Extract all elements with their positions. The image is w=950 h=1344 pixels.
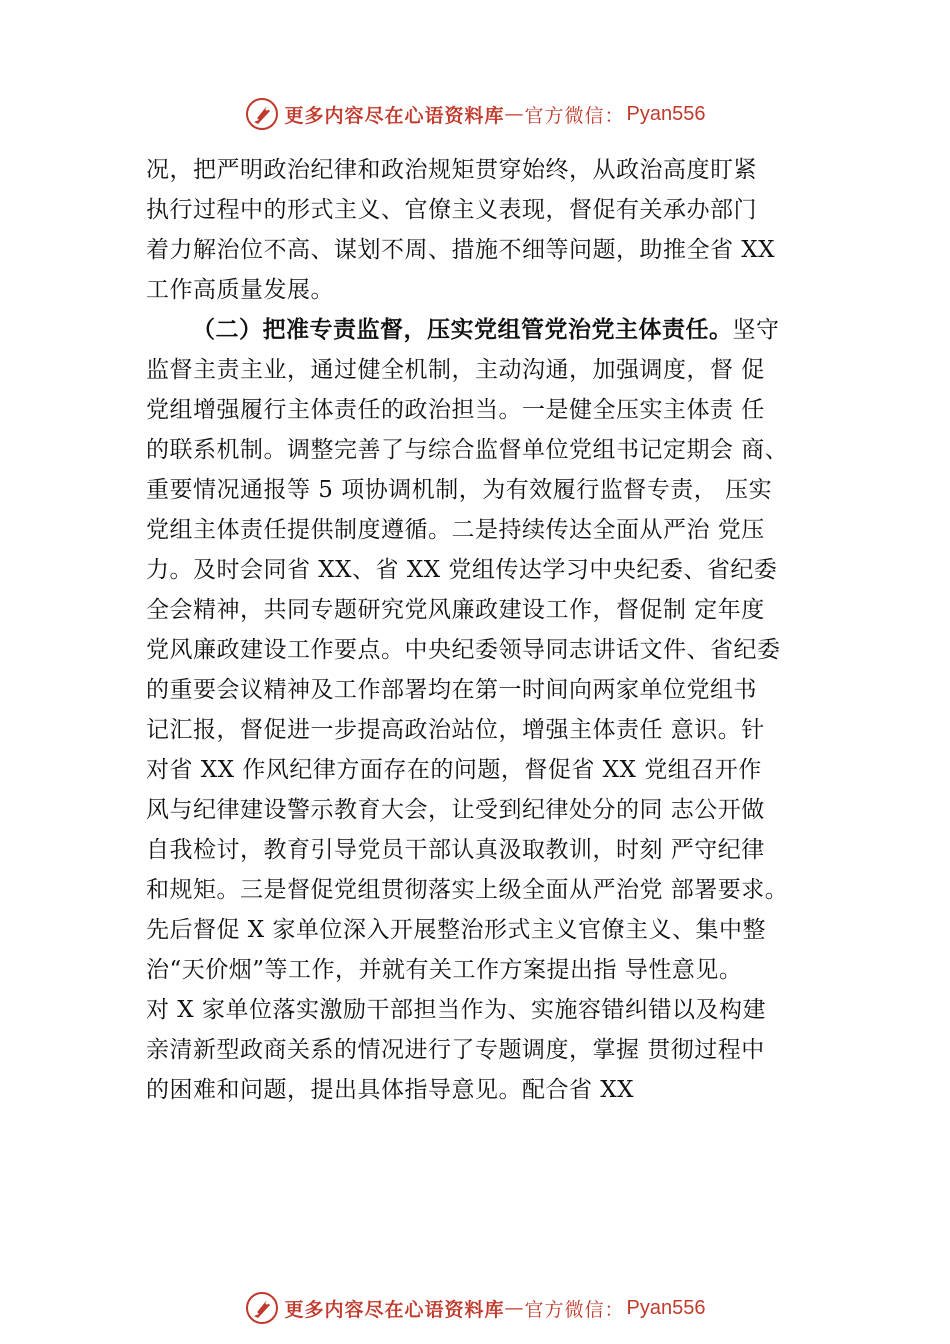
footer-banner bbox=[0, 1288, 950, 1328]
text-line bbox=[146, 350, 836, 390]
line-text: 力。及时会同省 XX、省 XX 党组传达学习中央纪委、省纪委 bbox=[146, 557, 778, 583]
line-text: 对省 XX 作风纪律方面存在的问题，督促省 XX 党组召开作 bbox=[146, 757, 762, 783]
line-text: 党组主体责任提供制度遵循。二是持续传达全面从严治 党压 bbox=[146, 517, 765, 543]
line-text: 执行过程中的形式主义、官僚主义表现，督促有关承办部门 bbox=[146, 197, 757, 223]
document-body bbox=[146, 150, 836, 1110]
text-line bbox=[146, 390, 836, 430]
line-text: 工作高质量发展。 bbox=[146, 277, 334, 303]
header-banner bbox=[0, 94, 950, 134]
text-line bbox=[146, 430, 836, 470]
banner-wechat-id: Pyan556 bbox=[626, 1296, 706, 1319]
text-line bbox=[146, 790, 836, 830]
text-line bbox=[146, 670, 836, 710]
text-line bbox=[146, 190, 836, 230]
text-line bbox=[146, 470, 836, 510]
banner-wechat-label: 官方微信： bbox=[524, 104, 625, 127]
line-text: 治“天价烟”等工作，并就有关工作方案提出指 导性意见。 bbox=[146, 957, 743, 983]
line-text: 况，把严明政治纪律和政治规矩贯穿始终，从政治高度盯紧 bbox=[146, 157, 757, 183]
text-line bbox=[146, 630, 836, 670]
pen-nib-logo-icon bbox=[245, 1291, 279, 1325]
pen-nib-logo-icon bbox=[245, 97, 279, 131]
line-text: 全会精神，共同专题研究党风廉政建设工作，督促制 定年度 bbox=[146, 597, 765, 623]
line-text: 的重要会议精神及工作部署均在第一时间向两家单位党组书 bbox=[146, 677, 757, 703]
text-line bbox=[146, 150, 836, 190]
text-line bbox=[146, 510, 836, 550]
text-line bbox=[146, 310, 836, 350]
text-line bbox=[146, 830, 836, 870]
text-line bbox=[146, 590, 836, 630]
line-text: 对 X 家单位落实激励干部担当作为、实施容错纠错以及构建 bbox=[146, 997, 766, 1023]
line-text: 风与纪律建设警示教育大会，让受到纪律处分的同 志公开做 bbox=[146, 797, 765, 823]
line-text: 亲清新型政商关系的情况进行了专题调度，掌握 贯彻过程中 bbox=[146, 1037, 765, 1063]
text-line bbox=[146, 870, 836, 910]
line-text: 重要情况通报等 5 项协调机制，为有效履行监督专责， 压实 bbox=[146, 477, 773, 503]
text-line bbox=[146, 270, 836, 310]
text-line bbox=[146, 750, 836, 790]
line-text: 坚守 bbox=[732, 317, 780, 343]
text-line bbox=[146, 1030, 836, 1070]
banner-site-name: 更多内容尽在心语资料库 bbox=[284, 104, 505, 127]
line-text: 的困难和问题，提出具体指导意见。配合省 XX bbox=[146, 1077, 635, 1103]
section-heading: （二）把准专责监督，压实党组管党治党主体责任。 bbox=[192, 316, 733, 343]
line-text: 党组增强履行主体责任的政治担当。一是健全压实主体责 任 bbox=[146, 397, 765, 423]
text-line bbox=[146, 910, 836, 950]
banner-dash: — bbox=[504, 103, 525, 125]
line-text: 的联系机制。调整完善了与综合监督单位党组书记定期会 商、 bbox=[146, 437, 789, 463]
text-line bbox=[146, 990, 836, 1030]
line-text: 党风廉政建设工作要点。中央纪委领导同志讲话文件、省纪委 bbox=[146, 637, 781, 663]
text-line bbox=[146, 1070, 836, 1110]
text-line bbox=[146, 710, 836, 750]
line-text: 监督主责主业，通过健全机制，主动沟通，加强调度，督 促 bbox=[146, 357, 765, 383]
line-text: 自我检讨，教育引导党员干部认真汲取教训，时刻 严守纪律 bbox=[146, 837, 765, 863]
line-text: 和规矩。三是督促党组贯彻落实上级全面从严治党 部署要求。 bbox=[146, 877, 789, 903]
line-text: 先后督促 X 家单位深入开展整治形式主义官僚主义、集中整 bbox=[146, 917, 766, 943]
text-line bbox=[146, 950, 836, 990]
banner-dash: — bbox=[504, 1297, 525, 1319]
banner-wechat-label: 官方微信： bbox=[524, 1298, 625, 1321]
banner-wechat-id: Pyan556 bbox=[626, 102, 706, 125]
text-line bbox=[146, 230, 836, 270]
line-text: 记汇报，督促进一步提高政治站位，增强主体责任 意识。针 bbox=[146, 717, 765, 743]
line-text: 着力解治位不高、谋划不周、措施不细等问题，助推全省 XX bbox=[146, 237, 776, 263]
banner-site-name: 更多内容尽在心语资料库 bbox=[284, 1298, 505, 1321]
text-line bbox=[146, 550, 836, 590]
